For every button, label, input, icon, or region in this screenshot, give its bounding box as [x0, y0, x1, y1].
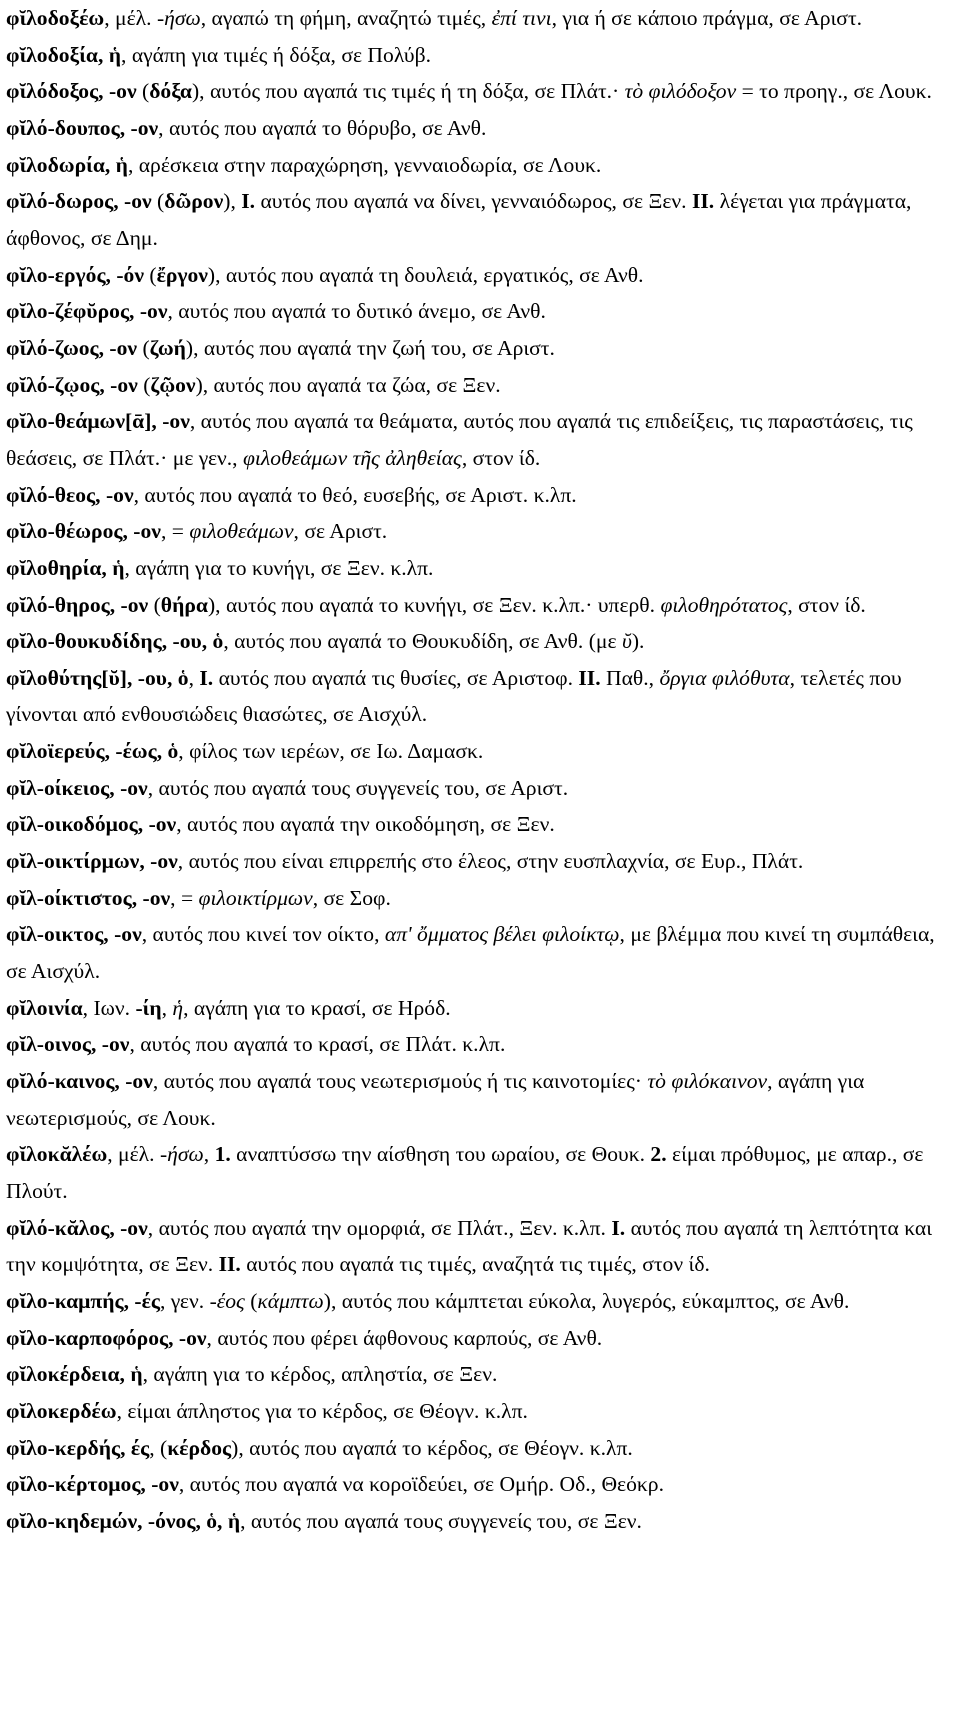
dictionary-entry: [6, 1210, 941, 1283]
dictionary-entry: [6, 183, 941, 256]
headword-text: I.: [199, 665, 214, 690]
definition-text: , αγάπη για τιμές ή δόξα, σε Πολύβ.: [121, 42, 431, 67]
dictionary-entry: [6, 37, 941, 74]
definition-text: αυτός που αγαπά να δίνει, γενναιόδωρος, σε Ξεν.: [255, 189, 692, 214]
definition-text: (: [137, 335, 150, 360]
headword-text: φῐλο-καρποφόρος, -ον: [6, 1325, 207, 1350]
dictionary-page: [6, 0, 941, 1540]
dictionary-entry: [6, 623, 941, 660]
definition-text: , για ή σε κάποιο πράγμα, σε Αριστ.: [551, 6, 863, 30]
headword-text: φῐλοδοξέω: [6, 6, 105, 30]
definition-text: , αυτός που αγαπά τους νεωτερισμούς ή τις καινοτομίες·: [152, 1069, 648, 1094]
dictionary-entry: [6, 916, 941, 989]
italic-text: απ' ὄμματος βέλει φιλοίκτῳ: [384, 922, 620, 947]
definition-text: λέγεται για πράγματα, άφθονος, σε Δημ.: [6, 189, 912, 250]
definition-text: , αυτός που αγαπά το κρασί, σε Πλάτ. κ.λπ.: [129, 1032, 506, 1057]
definition-text: αυτός που αγαπά τις θυσίες, σε Αριστοφ.: [213, 665, 579, 690]
italic-text: -ήσω: [156, 6, 201, 30]
definition-text: , αγάπη για το κρασί, σε Ηρόδ.: [183, 995, 451, 1020]
definition-text: ), αυτός που αγαπά τις τιμές ή τη δόξα, σε Πλάτ.·: [191, 79, 625, 104]
definition-text: , αυτός που φέρει άφθονους καρπούς, σε Ανθ.: [206, 1325, 603, 1350]
headword-text: II.: [691, 189, 715, 214]
headword-text: φῐλο-θεάμων[ᾱ], -ον: [6, 409, 190, 434]
definition-text: , αυτός που αγαπά το θεό, ευσεβής, σε Αριστ. κ.λπ.: [133, 482, 577, 507]
dictionary-entry: [6, 1136, 941, 1209]
headword-text: 2.: [650, 1142, 667, 1167]
dictionary-entry: [6, 293, 941, 330]
headword-text: κέρδος: [167, 1435, 232, 1460]
definition-text: , είμαι άπληστος για το κέρδος, σε Θέογν. κ.λπ.: [116, 1398, 528, 1423]
dictionary-entry: [6, 587, 941, 624]
dictionary-entry: [6, 1466, 941, 1503]
dictionary-entry: [6, 1503, 941, 1540]
definition-text: ), αυτός που αγαπά την ζωή του, σε Αριστ.: [185, 335, 555, 360]
definition-text: , αγαπώ τη φήμη, αναζητώ τιμές,: [200, 6, 492, 30]
headword-text: φῐλ-οινος, -ον: [6, 1032, 130, 1057]
dictionary-entry: [6, 367, 941, 404]
headword-text: φῐλό-δωρος, -ον: [6, 189, 152, 214]
headword-text: φῐλο-καμπής, -ές: [6, 1288, 160, 1313]
dictionary-entry: [6, 550, 941, 587]
headword-text: ζωή: [149, 335, 186, 360]
definition-text: , αγάπη για νεωτερισμούς, σε Λουκ.: [6, 1069, 865, 1130]
headword-text: I.: [611, 1215, 626, 1240]
headword-text: φῐλ-οίκειος, -ον: [6, 775, 148, 800]
headword-text: δῶρον: [164, 189, 224, 214]
headword-text: I.: [241, 189, 256, 214]
headword-text: φῐλ-οικοδόμος, -ον: [6, 812, 177, 837]
headword-text: φῐλο-εργός, -όν: [6, 262, 144, 287]
dictionary-entry: [6, 843, 941, 880]
definition-text: (: [136, 79, 150, 104]
definition-text: , αυτός που αγαπά το δυτικό άνεμο, σε Ανθ.: [167, 299, 546, 324]
definition-text: , φίλος των ιερέων, σε Ιω. Δαμασκ.: [178, 739, 484, 764]
definition-text: , αγάπη για το κυνήγι, σε Ξεν. κ.λπ.: [124, 555, 434, 580]
dictionary-entry: [6, 880, 941, 917]
italic-text: ἐπί τινι: [491, 6, 552, 30]
definition-text: , αυτός που αγαπά τους συγγενείς του, σε Αριστ.: [147, 775, 569, 800]
italic-text: φιλοθεάμων τῆς ἀληθείας: [242, 445, 462, 470]
definition-text: (: [148, 592, 161, 617]
dictionary-entry: [6, 1393, 941, 1430]
definition-text: , αυτός που κινεί τον οίκτο,: [141, 922, 385, 947]
dictionary-entry: [6, 403, 941, 476]
headword-text: II.: [218, 1252, 241, 1277]
headword-text: φῐλό-ζῳος, -ον: [6, 372, 138, 397]
definition-text: , στον ίδ.: [787, 592, 866, 617]
definition-text: , αγάπη για το κέρδος, απληστία, σε Ξεν.: [142, 1362, 498, 1387]
definition-text: , αυτός που αγαπά το θόρυβο, σε Ανθ.: [158, 115, 487, 140]
dictionary-entry: [6, 660, 941, 733]
headword-text: φῐλοδοξία, ἡ: [6, 42, 122, 67]
headword-text: φῐλοινία: [6, 995, 83, 1020]
definition-text: , στον ίδ.: [461, 445, 541, 470]
dictionary-entry: [6, 1430, 941, 1467]
definition-text: , σε Αριστ.: [293, 519, 388, 544]
definition-text: (: [144, 262, 157, 287]
dictionary-entry: [6, 806, 941, 843]
definition-text: (: [151, 189, 165, 214]
headword-text: φῐλ-οικτος, -ον: [6, 922, 142, 947]
definition-text: , αυτός που αγαπά τα θεάματα, αυτός που αγαπά τις επιδείξεις, τις παραστάσεις, τις θεάσεις, σε Πλάτ.· με γεν.,: [6, 409, 913, 470]
definition-text: αυτός που αγαπά τη λεπτότητα και την κομψότητα, σε Ξεν.: [6, 1215, 933, 1277]
definition-text: ,: [203, 1142, 215, 1167]
headword-text: φῐλο-ζέφῠρος, -ον: [6, 299, 168, 324]
dictionary-entry: [6, 990, 941, 1027]
definition-text: ),: [223, 189, 242, 214]
headword-text: δόξα: [149, 79, 192, 104]
definition-text: αυτός που αγαπά τις τιμές, αναζητά τις τιμές, στον ίδ.: [240, 1252, 710, 1277]
italic-text: φιλοθηρότατος: [660, 592, 788, 617]
italic-text: -ήσω: [159, 1142, 204, 1167]
dictionary-entry: [6, 0, 941, 37]
definition-text: , μέλ.: [104, 6, 157, 30]
italic-text: ῠ: [621, 629, 632, 654]
headword-text: θήρα: [160, 592, 208, 617]
headword-text: φῐλό-θηρος, -ον: [6, 592, 149, 617]
italic-text: φιλοικτίρμων: [198, 885, 313, 910]
headword-text: φῐλοδωρία, ἡ: [6, 152, 128, 177]
definition-text: αναπτύσσω την αίσθηση του ωραίου, σε Θουκ.: [230, 1142, 651, 1167]
headword-text: φῐλό-καινος, -ον: [6, 1069, 153, 1094]
definition-text: ), αυτός που αγαπά τη δουλειά, εργατικός, σε Ανθ.: [207, 262, 644, 287]
headword-text: φῐλο-κέρτομος, -ον: [6, 1472, 179, 1497]
definition-text: ), αυτός που κάμπτεται εύκολα, λυγερός, εύκαμπτος, σε Ανθ.: [323, 1288, 850, 1313]
headword-text: φῐλο-θουκυδίδης, -ου, ὁ: [6, 629, 224, 654]
definition-text: , =: [160, 519, 190, 544]
definition-text: , αρέσκεια στην παραχώρηση, γενναιοδωρία, σε Λουκ.: [127, 152, 602, 177]
headword-text: 1.: [214, 1142, 231, 1167]
headword-text: φῐλοκέρδεια, ἡ: [6, 1362, 143, 1387]
dictionary-entry: [6, 330, 941, 367]
dictionary-entry: [6, 257, 941, 294]
dictionary-entry: [6, 110, 941, 147]
italic-text: -έος: [209, 1288, 245, 1313]
italic-text: κάμπτω: [257, 1288, 324, 1313]
definition-text: ), αυτός που αγαπά το κέρδος, σε Θέογν. κ.λπ.: [231, 1435, 633, 1460]
italic-text: ὄργια φιλόθυτα: [659, 665, 790, 690]
definition-text: (: [244, 1288, 258, 1313]
definition-text: ), αυτός που αγαπά τα ζώα, σε Ξεν.: [195, 372, 501, 397]
headword-text: φῐλοκερδέω: [6, 1398, 117, 1423]
headword-text: φῐλόδοξος, -ον: [6, 79, 137, 104]
headword-text: II.: [578, 665, 601, 690]
italic-text: τὸ φιλόδοξον: [624, 79, 737, 104]
definition-text: , αυτός που αγαπά το Θουκυδίδη, σε Ανθ. (με: [223, 629, 622, 654]
dictionary-entry: [6, 73, 941, 110]
definition-text: , (: [149, 1435, 168, 1460]
definition-text: , αυτός που είναι επιρρεπής στο έλεος, στην ευσπλαχνία, σε Ευρ., Πλάτ.: [177, 849, 804, 874]
headword-text: φῐλό-δουπος, -ον: [6, 115, 159, 140]
headword-text: φῐλο-θέωρος, -ον: [6, 519, 161, 544]
headword-text: φῐλοθύτης[ῠ], -ου, ὁ: [6, 665, 189, 690]
definition-text: , με βλέμμα που κινεί τη συμπάθεια, σε Αισχύλ.: [6, 922, 935, 984]
dictionary-entry: [6, 1026, 941, 1063]
italic-text: ἡ: [172, 995, 184, 1020]
definition-text: = το προηγ., σε Λουκ.: [736, 79, 932, 104]
definition-text: , αυτός που αγαπά να κοροϊδεύει, σε Ομήρ. Οδ., Θεόκρ.: [178, 1472, 664, 1497]
italic-text: φιλοθεάμων: [189, 519, 294, 544]
dictionary-entry: [6, 147, 941, 184]
definition-text: , μέλ.: [107, 1142, 160, 1167]
dictionary-entry: [6, 1356, 941, 1393]
definition-text: , σε Σοφ.: [312, 885, 391, 910]
definition-text: ,: [188, 665, 200, 690]
headword-text: ζῷον: [150, 372, 196, 397]
definition-text: (: [137, 372, 151, 397]
headword-text: φῐλοκᾰλέω: [6, 1142, 108, 1167]
dictionary-entry: [6, 1283, 941, 1320]
dictionary-entry: [6, 733, 941, 770]
dictionary-entry: [6, 1320, 941, 1357]
headword-text: φῐλο-κερδής, ές: [6, 1435, 150, 1460]
definition-text: ,: [161, 995, 173, 1020]
headword-text: φῐλό-κᾰλος, -ον: [6, 1215, 148, 1240]
headword-text: φῐλο-κηδεμών, -όνος, ὁ, ἡ: [6, 1508, 241, 1533]
headword-text: -ίη: [135, 995, 162, 1020]
definition-text: ), αυτός που αγαπά το κυνήγι, σε Ξεν. κ.λπ.· υπερθ.: [207, 592, 661, 617]
definition-text: , αυτός που αγαπά τους συγγενείς του, σε Ξεν.: [240, 1508, 642, 1533]
headword-text: φῐλό-θεος, -ον: [6, 482, 134, 507]
dictionary-entry: [6, 770, 941, 807]
definition-text: , γεν.: [159, 1288, 210, 1313]
headword-text: ἔργον: [156, 262, 208, 287]
definition-text: είμαι πρόθυμος, με απαρ., σε Πλούτ.: [6, 1142, 924, 1203]
definition-text: ).: [631, 629, 645, 654]
definition-text: Παθ.,: [600, 665, 660, 690]
definition-text: , αυτός που αγαπά την ομορφιά, σε Πλάτ., Ξεν. κ.λπ.: [147, 1215, 612, 1240]
definition-text: , τελετές που γίνονται από ενθουσιώδεις θιασώτες, σε Αισχύλ.: [6, 665, 902, 727]
dictionary-entry: [6, 513, 941, 550]
dictionary-entry: [6, 1063, 941, 1136]
headword-text: φῐλ-οίκτιστος, -ον: [6, 885, 171, 910]
definition-text: , αυτός που αγαπά την οικοδόμηση, σε Ξεν.: [176, 812, 555, 837]
headword-text: φῐλοθηρία, ἡ: [6, 555, 125, 580]
definition-text: , Ιων.: [82, 995, 136, 1020]
definition-text: , =: [170, 885, 199, 910]
italic-text: τὸ φιλόκαινον: [647, 1069, 768, 1094]
headword-text: φῐλοϊερεύς, -έως, ὁ: [6, 739, 179, 764]
headword-text: φῐλό-ζωος, -ον: [6, 335, 138, 360]
headword-text: φῐλ-οικτίρμων, -ον: [6, 849, 178, 874]
dictionary-entry: [6, 477, 941, 514]
